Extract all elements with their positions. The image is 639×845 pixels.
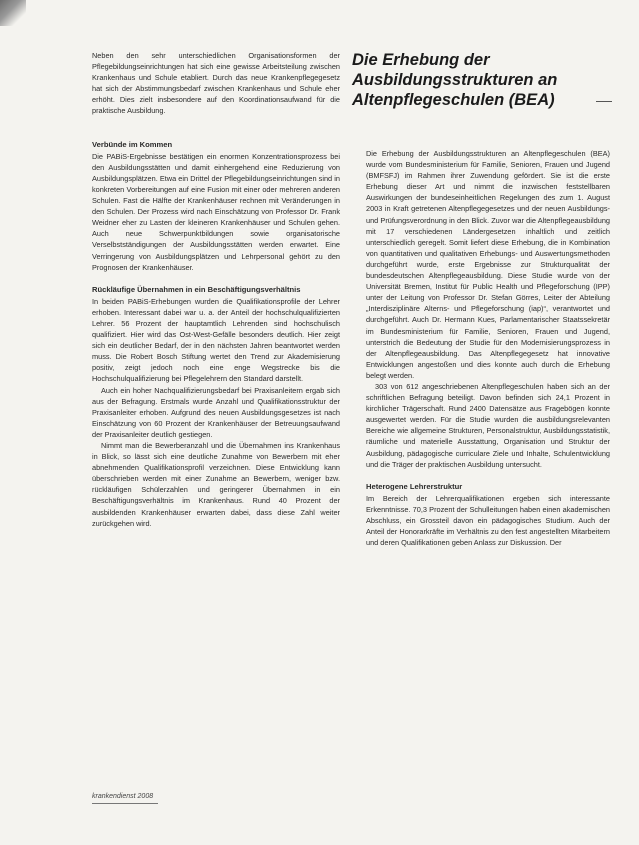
intro-paragraph: Neben den sehr unterschiedlichen Organisationsformen der Pflegebildungseinrichtungen hat sich eine gewisse Arbeitsteilung zwischen Krankenhaus und Schule etabliert. Durch das neue Krankenpflegegesetz hat sich der Abstimmungsbedarf zwischen Krankenhaus und Schule eher erhöht. Dies zielt insbesondere auf den Koordinationsaufwand für die praktische Ausbildung.: [92, 51, 340, 116]
section-paragraph-uebernahmen-3: Nimmt man die Bewerberanzahl und die Übernahmen ins Krankenhaus in Blick, so lässt sich eine deutliche Zunahme von Bewerbern mit eher abnehmenden Qualifikationsprofil verzeichnen. Diese Entwicklung kann überschrieben werden mit einer Zunahme an Bewerbern, weniger bzw. rückläufigen Schülerzahlen und geringerer Übernahmen in ein Beschäftigungsverhältnis im Krankenhaus. Rund 40 Prozent der ausbildenden Krankenhäuser erwarten dabei, dass diese Zahl weiter zurückgehen wird.: [92, 441, 340, 528]
title-rule: [596, 101, 612, 102]
bea-paragraph-3: Im Bereich der Lehrerqualifikationen ergeben sich interessante Erkenntnisse. 70,3 Prozent der Schulleitungen haben einen akademischen Abschluss, ein Grossteil davon ein pädagogisches Studium. Auch der Anteil der Honorarkräfte im Verhältnis zu den fest angestellten Mitarbeitern und deren Qualifikationen geben Anlass zur Diskussion. Der: [366, 493, 610, 548]
section-heading-verbuende: Verbünde im Kommen: [92, 139, 173, 149]
article-title: Die Erhebung der Ausbildungsstrukturen an Altenpflegeschulen (BEA): [352, 51, 558, 109]
article-title-block: [352, 50, 612, 110]
bea-paragraph-2: 303 von 612 angeschriebenen Altenpflegeschulen haben sich an der schriftlichen Befragung beteiligt. Davon befinden sich 24,1 Prozent in kirchlicher Trägerschaft. Rund 2400 Datensätze aus Fragebögen konnte ausgewertet werden. Für die Studie wurden die ausbildungsrelevanten Bereiche wie allgemeine Strukturen, Personalstruktur, Ausbildungsstatistik, räumliche und materielle Ausstattung, Organisation und Struktur der Ausbildung, pädagogische curriculare Ziele und Inhalte, Schulentwicklung und die Träger der praktischen Ausbildung untersucht.: [366, 381, 610, 469]
page-footer: krankendienst 2008: [92, 793, 154, 800]
scan-corner-shadow: [0, 0, 26, 26]
section-paragraph-verbuende: Die PABiS-Ergebnisse bestätigen ein enormen Konzentrationsprozess bei den Ausbildungsstätten und damit einhergehend eine Reduzierung von Ausbildungsplätzen. Etwa ein Drittel der Pflegebildungseinrichtungen sind in konkreten Vorbereitungen auf eine Fusion mit einer oder mehreren anderen Schulen. Fast die Hälfte der Krankenhäuser rechnen mit Veränderungen in den Schulen. Der Prozess wird nach Einschätzung von Professor Dr. Frank Weidner eher zu Lasten der kleineren Krankenhäuser und Schulen gehen. Auch neue Schwerpunktbildungen sowie organisatorische Verselbstständigungen der Ausbildungsstätten werden erwartet. Eine Verringerung von Ausbildungsplätzen und Lehrpersonal gehört zu den Prognosen der Krankenhäuser.: [92, 151, 340, 272]
section-paragraph-uebernahmen-1: In beiden PABiS-Erhebungen wurden die Qualifikationsprofile der Lehrer erhoben. Interessant dabei war u. a. der Anteil der hochschulqualifizierten Lehrer. 56 Prozent der hauptamtlich Lehrenden sind hochschulisch qualifiziert. Hier wird das Ost-West-Gefälle besonders deutlich. Hier zeigt sich ein deutlicher Bedarf, der in den nächsten Jahren beantwortet werden muss. Die Robert Bosch Stiftung wertet den Trend zur Akademisierung positiv, zeigt jedoch noch eine enge Wegstrecke bis die Hochschulqualifizierung bei Pflegelehrern den Standard darstellt.: [92, 296, 340, 384]
right-column: [366, 148, 610, 548]
section-paragraph-uebernahmen-2: Auch ein hoher Nachqualifizierungsbedarf bei Praxisanleitern ergab sich aus der Befragung. Erstmals wurde Anzahl und Qualifikationsstruktur der Praxisanleiter erhoben. Aufgrund des neuen Ausbildungsgesetzes ist nach Einschätzung von 60 Prozent der Krankenhäuser der Betreuungsaufwand der Praxisanleiter deutlich gestiegen.: [92, 385, 340, 439]
bea-paragraph-1: Die Erhebung der Ausbildungsstrukturen an Altenpflegeschulen (BEA) wurde vom Bundesministerium für Familie, Senioren, Frauen und Jugend (BMFSFJ) im Rahmen ihrer Zuwendung gefördert. Sie ist die erste Erhebung dieser Art und nimmt die inzwischen feststellbaren Auswirkungen der bundeseinheitlichen Regelungen des zum 1. August 2003 in Kraft getretenen Altenpflegegesetzes und der neuen Ausbildungs- und Prüfungsverordnung in den Blick. Zuvor war die Altenpflegeausbildung mit 17 verschiedenen Ländergesetzen inhaltlich und zeitlich unterschiedlich geregelt. Somit liefert diese Erhebung, die in Kombination von quantitativen und qualitativen Erhebungs- und Auswertungsmethoden durchgeführt wurde, erste Ergebnisse zur Strukturqualität der bundesdeutschen Altenpflegeausbildung. Diese Studie wurde von der Universität Bremen, Institut für Public Health und Pflegeforschung (IPP) unter der Leitung von Professor Dr. Stefan Görres, Leiter der Abteilung „Interdisziplinäre Alterns- und Pflegeforschung (iap)“, verantwortet und durchgeführt. Auch Dr. Hermann Kues, Parlamentarischer Staatssekretär im Bundesministerium für Familie, Senioren, Frauen und Jugend, unterstrich die Bedeutung der Studie für den Modernisierungsprozess in der Altenpflegeausbildung. Das Altenpflegegesetz hat innovative Entwicklungen angestoßen und dies konnte auch durch die Erhebung belegt werden.: [366, 149, 610, 380]
section-heading-uebernahmen: Rückläufige Übernahmen in ein Beschäftigungsverhältnis: [92, 284, 301, 294]
footer-rule: [92, 803, 158, 804]
section-heading-lehrerstruktur: Heterogene Lehrerstruktur: [366, 481, 463, 491]
left-column: [92, 50, 340, 529]
